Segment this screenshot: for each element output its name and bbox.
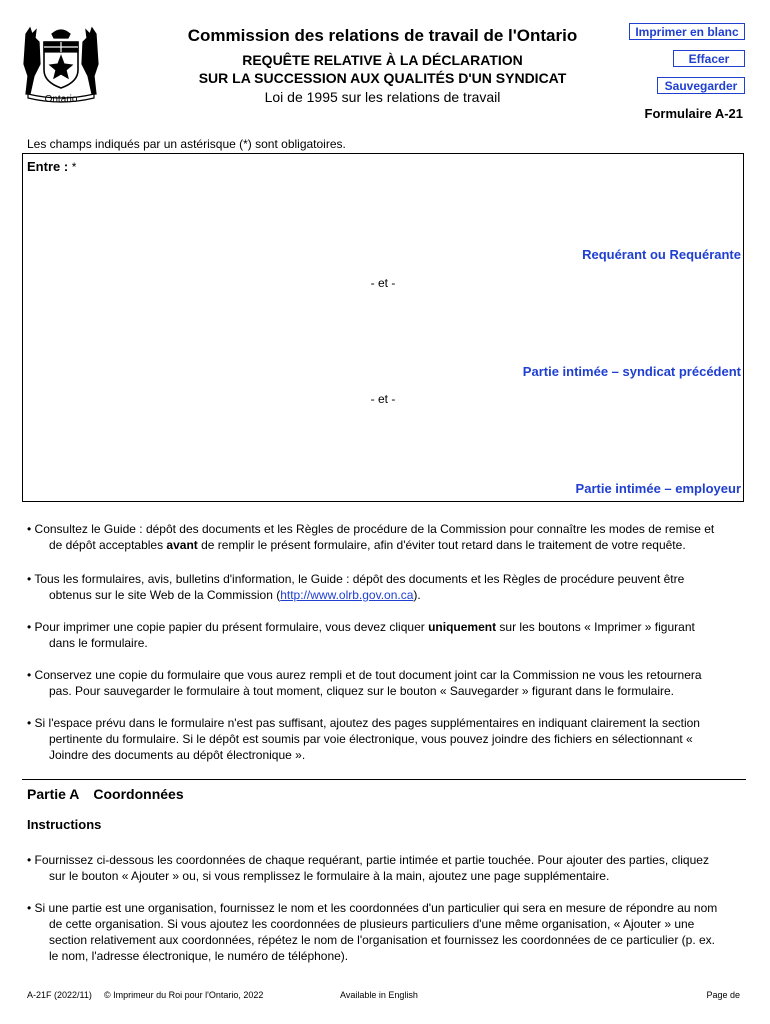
required-fields-note: Les champs indiqués par un astérisque (*) sont obligatoires.	[27, 137, 346, 151]
organization-name: Commission des relations de travail de l'Ontario	[187, 26, 578, 45]
separator-and: - et -	[370, 276, 396, 290]
list-item: • Tous les formulaires, avis, bulletins d'information, le Guide : dépôt des documents et les Règles de procédure peuvent être obtenus sur le site Web de la Commission (http://www.olrb.gov.on.ca).	[27, 572, 685, 602]
list-item: • Pour imprimer une copie papier du présent formulaire, vous devez cliquer uniquement sur les boutons « Imprimer » figurant dans le formulaire.	[27, 620, 695, 650]
ontario-coat-of-arms-icon	[20, 24, 102, 104]
respondent-employer-label: Partie intimée – employeur	[575, 481, 741, 496]
applicant-label: Requérant ou Requérante	[582, 247, 741, 262]
instructions-heading: Instructions	[27, 817, 102, 832]
footer-page-number: Page de	[706, 990, 740, 1000]
bullet-icon: •	[27, 901, 32, 915]
separator-and: - et -	[370, 392, 396, 406]
list-item: • Consultez le Guide : dépôt des documents et les Règles de procédure de la Commission pour connaître les modes de remise et de dépôt acceptables avant de remplir le présent formulaire, afin d'éviter tout retard dans le traitement de votre requête.	[27, 522, 715, 552]
list-item: • Fournissez ci-dessous les coordonnées de chaque requérant, partie intimée et partie touchée. Pour ajouter des parties, cliquez sur le bouton « Ajouter » ou, si vous remplissez le formulaire à la main, ajoutez une page supplémentaire.	[27, 853, 709, 883]
print-blank-button[interactable]: Imprimer en blanc	[629, 23, 745, 40]
clear-button[interactable]: Effacer	[673, 50, 745, 67]
bullet-icon: •	[27, 716, 32, 730]
required-asterisk: *	[71, 160, 77, 174]
list-item: • Si une partie est une organisation, fournissez le nom et les coordonnées d'un particulier qui sera en mesure de répondre au nom de cette organisation. Si vous ajoutez les coordonnées de plusieurs particuliers d'une même organisation, « Ajouter » une section relativement aux coordonnées, répétez le nom de l'organisation et fournissez les coordonnées de ce particulier (p. ex. le nom, l'adresse électronique, le numéro de téléphone).	[27, 901, 718, 963]
bullet-icon: •	[27, 668, 32, 682]
footer-form-code: A-21F (2022/11)	[27, 990, 92, 1000]
between-label	[27, 159, 76, 174]
form-title-line1: REQUÊTE RELATIVE À LA DÉCLARATION	[242, 52, 523, 68]
olrb-website-link[interactable]: http://www.olrb.gov.on.ca	[280, 588, 414, 602]
parties-box[interactable]	[22, 153, 744, 502]
section-a-title: Partie A Coordonnées	[27, 786, 184, 802]
list-item: • Conservez une copie du formulaire que vous aurez rempli et de tout document joint car la Commission ne vous les retournera pas. Pour sauvegarder le formulaire à tout moment, cliquez sur le bouton « Sauvegarder » figurant dans le formulaire.	[27, 668, 702, 698]
list-item: • Si l'espace prévu dans le formulaire n'est pas suffisant, ajoutez des pages supplémentaires en indiquant clairement la section pertinente du formulaire. Si le dépôt est soumis par voie électronique, vous pouvez joindre des fichiers en sélectionnant « Joindre des documents au dépôt électronique ».	[27, 716, 700, 762]
form-number: Formulaire A-21	[644, 106, 743, 121]
form-title-line2: SUR LA SUCCESSION AUX QUALITÉS D'UN SYNDICAT	[198, 70, 567, 86]
bullet-icon: •	[27, 853, 32, 867]
logo-caption: Ontario	[44, 94, 78, 105]
footer-copyright: © Imprimeur du Roi pour l'Ontario, 2022	[104, 990, 264, 1000]
respondent-union-label: Partie intimée – syndicat précédent	[522, 364, 741, 379]
bullet-icon: •	[27, 620, 32, 634]
footer-available-english: Available in English	[340, 990, 418, 1000]
between-label-text: Entre :	[27, 159, 69, 174]
section-divider	[22, 779, 746, 780]
law-subtitle: Loi de 1995 sur les relations de travail	[264, 89, 501, 105]
bullet-icon: •	[27, 522, 32, 536]
save-button[interactable]: Sauvegarder	[657, 77, 745, 94]
bullet-icon: •	[27, 572, 32, 586]
